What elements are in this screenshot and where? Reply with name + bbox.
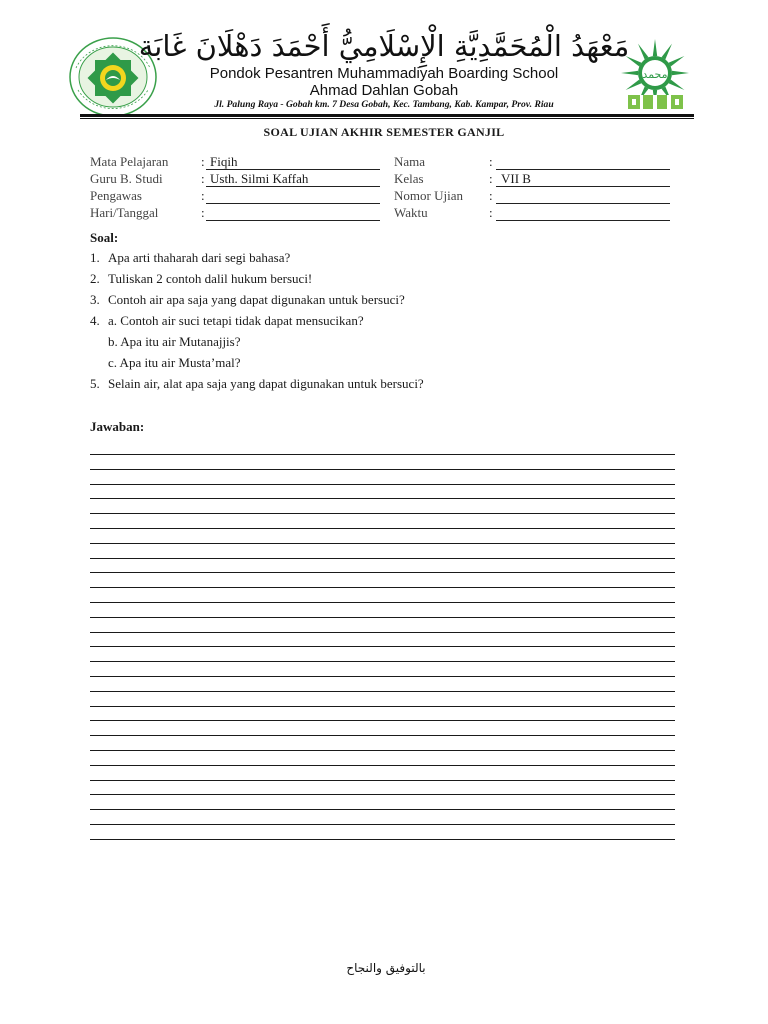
answer-line [90, 809, 675, 810]
answer-line [90, 572, 675, 573]
exam-title: SOAL UJIAN AKHIR SEMESTER GANJIL [263, 125, 505, 139]
info-label-proctor: Pengawas [90, 188, 142, 203]
info-label-name: Nama [394, 154, 426, 169]
info-label-time: Waktu [394, 205, 428, 220]
answer-line [90, 454, 675, 455]
info-colon: : [201, 171, 205, 186]
info-colon: : [201, 154, 205, 169]
sun-ray [669, 56, 685, 67]
answer-line [90, 528, 675, 529]
info-fill-line [206, 169, 380, 170]
arabic-school-title: مَعْهَدُ الْمُحَمَّدِيَّةِ الْإِسْلَامِيُّ أَحْمَدَ دَهْلَانَ غَابَة [138, 29, 630, 63]
info-value-teacher: Usth. Silmi Kaffah [210, 171, 309, 186]
answer-line [90, 706, 675, 707]
question-text: a. Contoh air suci tetapi tidak dapat mensucikan? [108, 313, 364, 328]
jawaban-heading: Jawaban: [90, 419, 145, 434]
info-colon: : [489, 171, 493, 186]
info-fill-line [496, 203, 670, 204]
sun-ray [626, 56, 642, 67]
sun-ray [669, 80, 685, 91]
muhammadiyah-sun-icon [612, 37, 698, 117]
info-fill-line [496, 169, 670, 170]
sun-ray [621, 71, 638, 75]
info-colon: : [489, 154, 493, 169]
info-label-teacher: Guru B. Studi [90, 171, 163, 186]
sun-ray [662, 44, 673, 60]
info-fill-line [496, 220, 670, 221]
info-label-class: Kelas [394, 171, 424, 186]
question-number: 2. [90, 271, 100, 286]
answer-line [90, 794, 675, 795]
answer-line [90, 780, 675, 781]
question-text: Selain air, alat apa saja yang dapat digunakan untuk bersuci? [108, 376, 424, 391]
answer-line [90, 839, 675, 840]
header-rule-thick [80, 114, 694, 117]
answer-line [90, 646, 675, 647]
answer-line [90, 602, 675, 603]
info-label-subject: Mata Pelajaran [90, 154, 169, 169]
info-fill-line [206, 186, 380, 187]
school-address: Jl. Palung Raya - Gobah km. 7 Desa Gobah, Kec. Tambang, Kab. Kampar, Prov. Riau [214, 99, 554, 110]
answer-line [90, 617, 675, 618]
question-number: 1. [90, 250, 100, 265]
answer-line [90, 632, 675, 633]
answer-line [90, 691, 675, 692]
answer-line [90, 661, 675, 662]
question-number: 3. [90, 292, 100, 307]
answer-line [90, 765, 675, 766]
info-fill-line [206, 220, 380, 221]
answer-line [90, 735, 675, 736]
info-fill-line [206, 203, 380, 204]
info-label-date: Hari/Tanggal [90, 205, 159, 220]
answer-line [90, 498, 675, 499]
footer-greeting: بالتوفيق والنجاح [346, 961, 426, 975]
answer-line [90, 469, 675, 470]
sun-ray [638, 44, 649, 60]
header-rule-thin [80, 118, 694, 119]
info-value-subject: Fiqih [210, 154, 238, 169]
answer-line [90, 543, 675, 544]
question-text: Contoh air apa saja yang dapat digunakan untuk bersuci? [108, 292, 405, 307]
answer-line [90, 824, 675, 825]
sun-ray [626, 80, 642, 91]
school-name-line2: Ahmad Dahlan Gobah [309, 82, 459, 99]
sun-ray [653, 39, 657, 56]
info-fill-line [496, 186, 670, 187]
answer-line [90, 558, 675, 559]
answer-line [90, 484, 675, 485]
info-label-exam-number: Nomor Ujian [394, 188, 463, 203]
soal-heading: Soal: [90, 230, 119, 245]
info-colon: : [201, 188, 205, 203]
question-number: 5. [90, 376, 100, 391]
answer-line [90, 720, 675, 721]
question-text: Tuliskan 2 contoh dalil hukum bersuci! [108, 271, 313, 286]
answer-line [90, 750, 675, 751]
question-number: 4. [90, 313, 100, 328]
answer-line [90, 676, 675, 677]
question-text: c. Apa itu air Musta’mal? [108, 355, 241, 370]
info-value-class: VII B [501, 171, 531, 186]
logo-arabic-text: محمد [642, 68, 668, 81]
question-text: Apa arti thaharah dari segi bahasa? [108, 250, 291, 265]
question-text: b. Apa itu air Mutanajjis? [108, 334, 241, 349]
info-colon: : [489, 205, 493, 220]
school-name-line1: Pondok Pesantren Muhammadiyah Boarding School [209, 65, 559, 82]
answer-line [90, 587, 675, 588]
answer-line [90, 513, 675, 514]
info-colon: : [489, 188, 493, 203]
sun-ray [672, 71, 689, 75]
info-colon: : [201, 205, 205, 220]
